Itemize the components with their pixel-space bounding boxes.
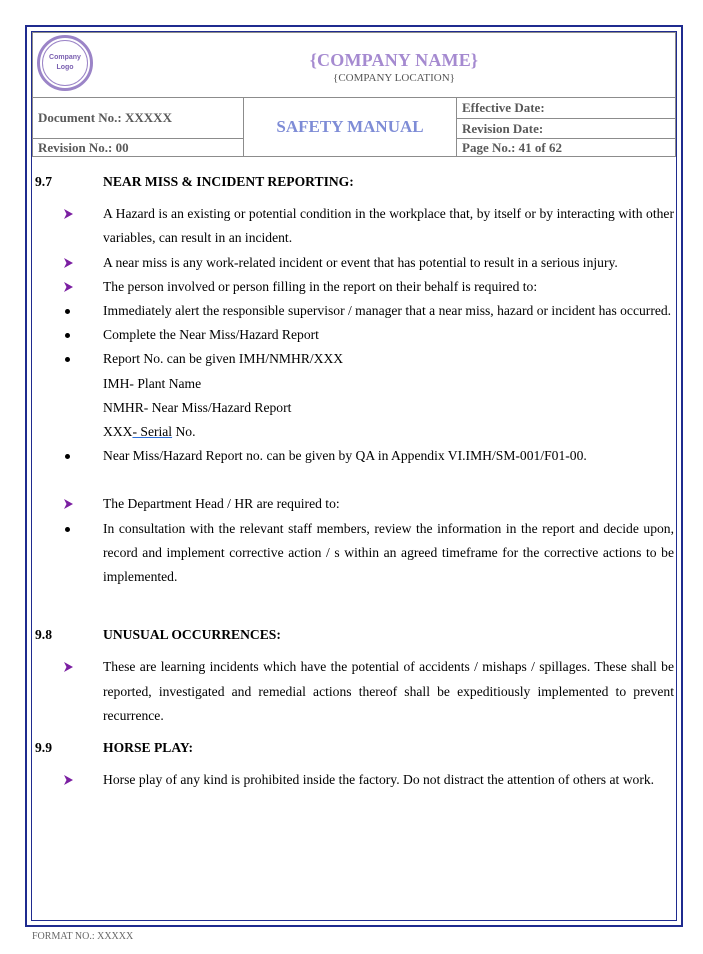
bullet-dot-icon [65, 333, 70, 338]
arrow-list-item [35, 275, 674, 299]
bullet-list-item [35, 444, 674, 468]
section-title: UNUSUAL OCCURRENCES: [103, 627, 281, 643]
section-title: HORSE PLAY: [103, 740, 194, 756]
arrow-bullet-icon [64, 499, 73, 509]
arrow-list-item [35, 655, 674, 728]
company-name: {COMPANY NAME} [309, 50, 479, 70]
section-heading [35, 623, 674, 647]
report-code-line [35, 420, 674, 444]
list-item-text: Immediately alert the responsible supervisor / manager that a near miss, hazard or incident has occurred. [103, 303, 672, 319]
document-header [32, 32, 676, 157]
arrow-list-item [35, 492, 674, 516]
arrow-list-item [35, 202, 674, 250]
company-location: {COMPANY LOCATION} [333, 72, 455, 84]
code-prefix: XXX [103, 424, 133, 440]
section-number: 9.8 [35, 627, 52, 643]
list-item-text: Horse play of any kind is prohibited inside the factory. Do not distract the attention of others at work. [103, 772, 655, 788]
arrow-bullet-icon [64, 209, 73, 219]
list-item-text: Report No. can be given IMH/NMHR/XXX [103, 351, 344, 367]
arrow-list-item [35, 768, 674, 792]
report-code-line: NMHR- Near Miss/Hazard Report [103, 399, 292, 415]
logo-text-line2: Logo [56, 64, 74, 71]
bullet-list-item [35, 347, 674, 371]
format-number: FORMAT NO.: XXXXX [32, 931, 134, 942]
company-logo [37, 35, 93, 91]
company-banner [33, 33, 676, 98]
bullet-dot-icon [65, 309, 70, 314]
page-number: Page No.: 41 of 62 [457, 139, 676, 157]
arrow-bullet-icon [64, 662, 73, 672]
section-title: NEAR MISS & INCIDENT REPORTING: [103, 174, 354, 189]
revision-number: Revision No.: 00 [33, 139, 244, 157]
arrow-bullet-icon [64, 775, 73, 785]
section-number: 9.9 [35, 740, 52, 756]
list-item-text: The Department Head / HR are required to: [103, 496, 340, 512]
code-serial: - Serial [132, 424, 173, 440]
bullet-dot-icon [65, 454, 70, 459]
list-item-text: In consultation with the relevant staff members, review the information in the report and decide upon, record and implement corrective action / s within an agreed timeframe for the corrective actions to be implemented. [103, 520, 674, 585]
bullet-list-item [35, 323, 674, 347]
document-number: Document No.: XXXXX [33, 98, 244, 139]
report-code-line: IMH- Plant Name [103, 375, 202, 391]
list-item-text: Complete the Near Miss/Hazard Report [103, 327, 319, 343]
bullet-list-item [35, 299, 674, 323]
bullet-list-item [35, 517, 674, 590]
list-item-text: The person involved or person filling in the report on their behalf is required to: [103, 278, 538, 294]
list-item-text: A Hazard is an existing or potential condition in the workplace that, by itself or by interacting with other variables, can result in an incident. [103, 206, 674, 246]
arrow-bullet-icon [64, 258, 73, 268]
arrow-bullet-icon [64, 282, 73, 292]
section-heading [35, 736, 674, 760]
arrow-list-item [35, 251, 674, 275]
logo-text-line1: Company [49, 54, 81, 61]
bullet-dot-icon [65, 527, 70, 532]
list-item-text: These are learning incidents which have the potential of accidents / mishaps / spillages. These shall be reported, investigated and remedial actions thereof shall be expeditiously implemented to prevent recurrence. [103, 659, 674, 723]
revision-date: Revision Date: [457, 119, 676, 139]
effective-date: Effective Date: [457, 98, 676, 119]
document-body [35, 170, 674, 792]
code-suffix: No. [172, 424, 196, 440]
bullet-dot-icon [65, 357, 70, 362]
section-heading [35, 170, 674, 194]
list-item-text: A near miss is any work-related incident or event that has potential to result in a serious injury. [103, 254, 618, 270]
manual-title: SAFETY MANUAL [244, 98, 457, 157]
list-item-text: Near Miss/Hazard Report no. can be given by QA in Appendix VI.IMH/SM-001/F01-00. [103, 448, 587, 464]
section-number: 9.7 [35, 174, 52, 189]
